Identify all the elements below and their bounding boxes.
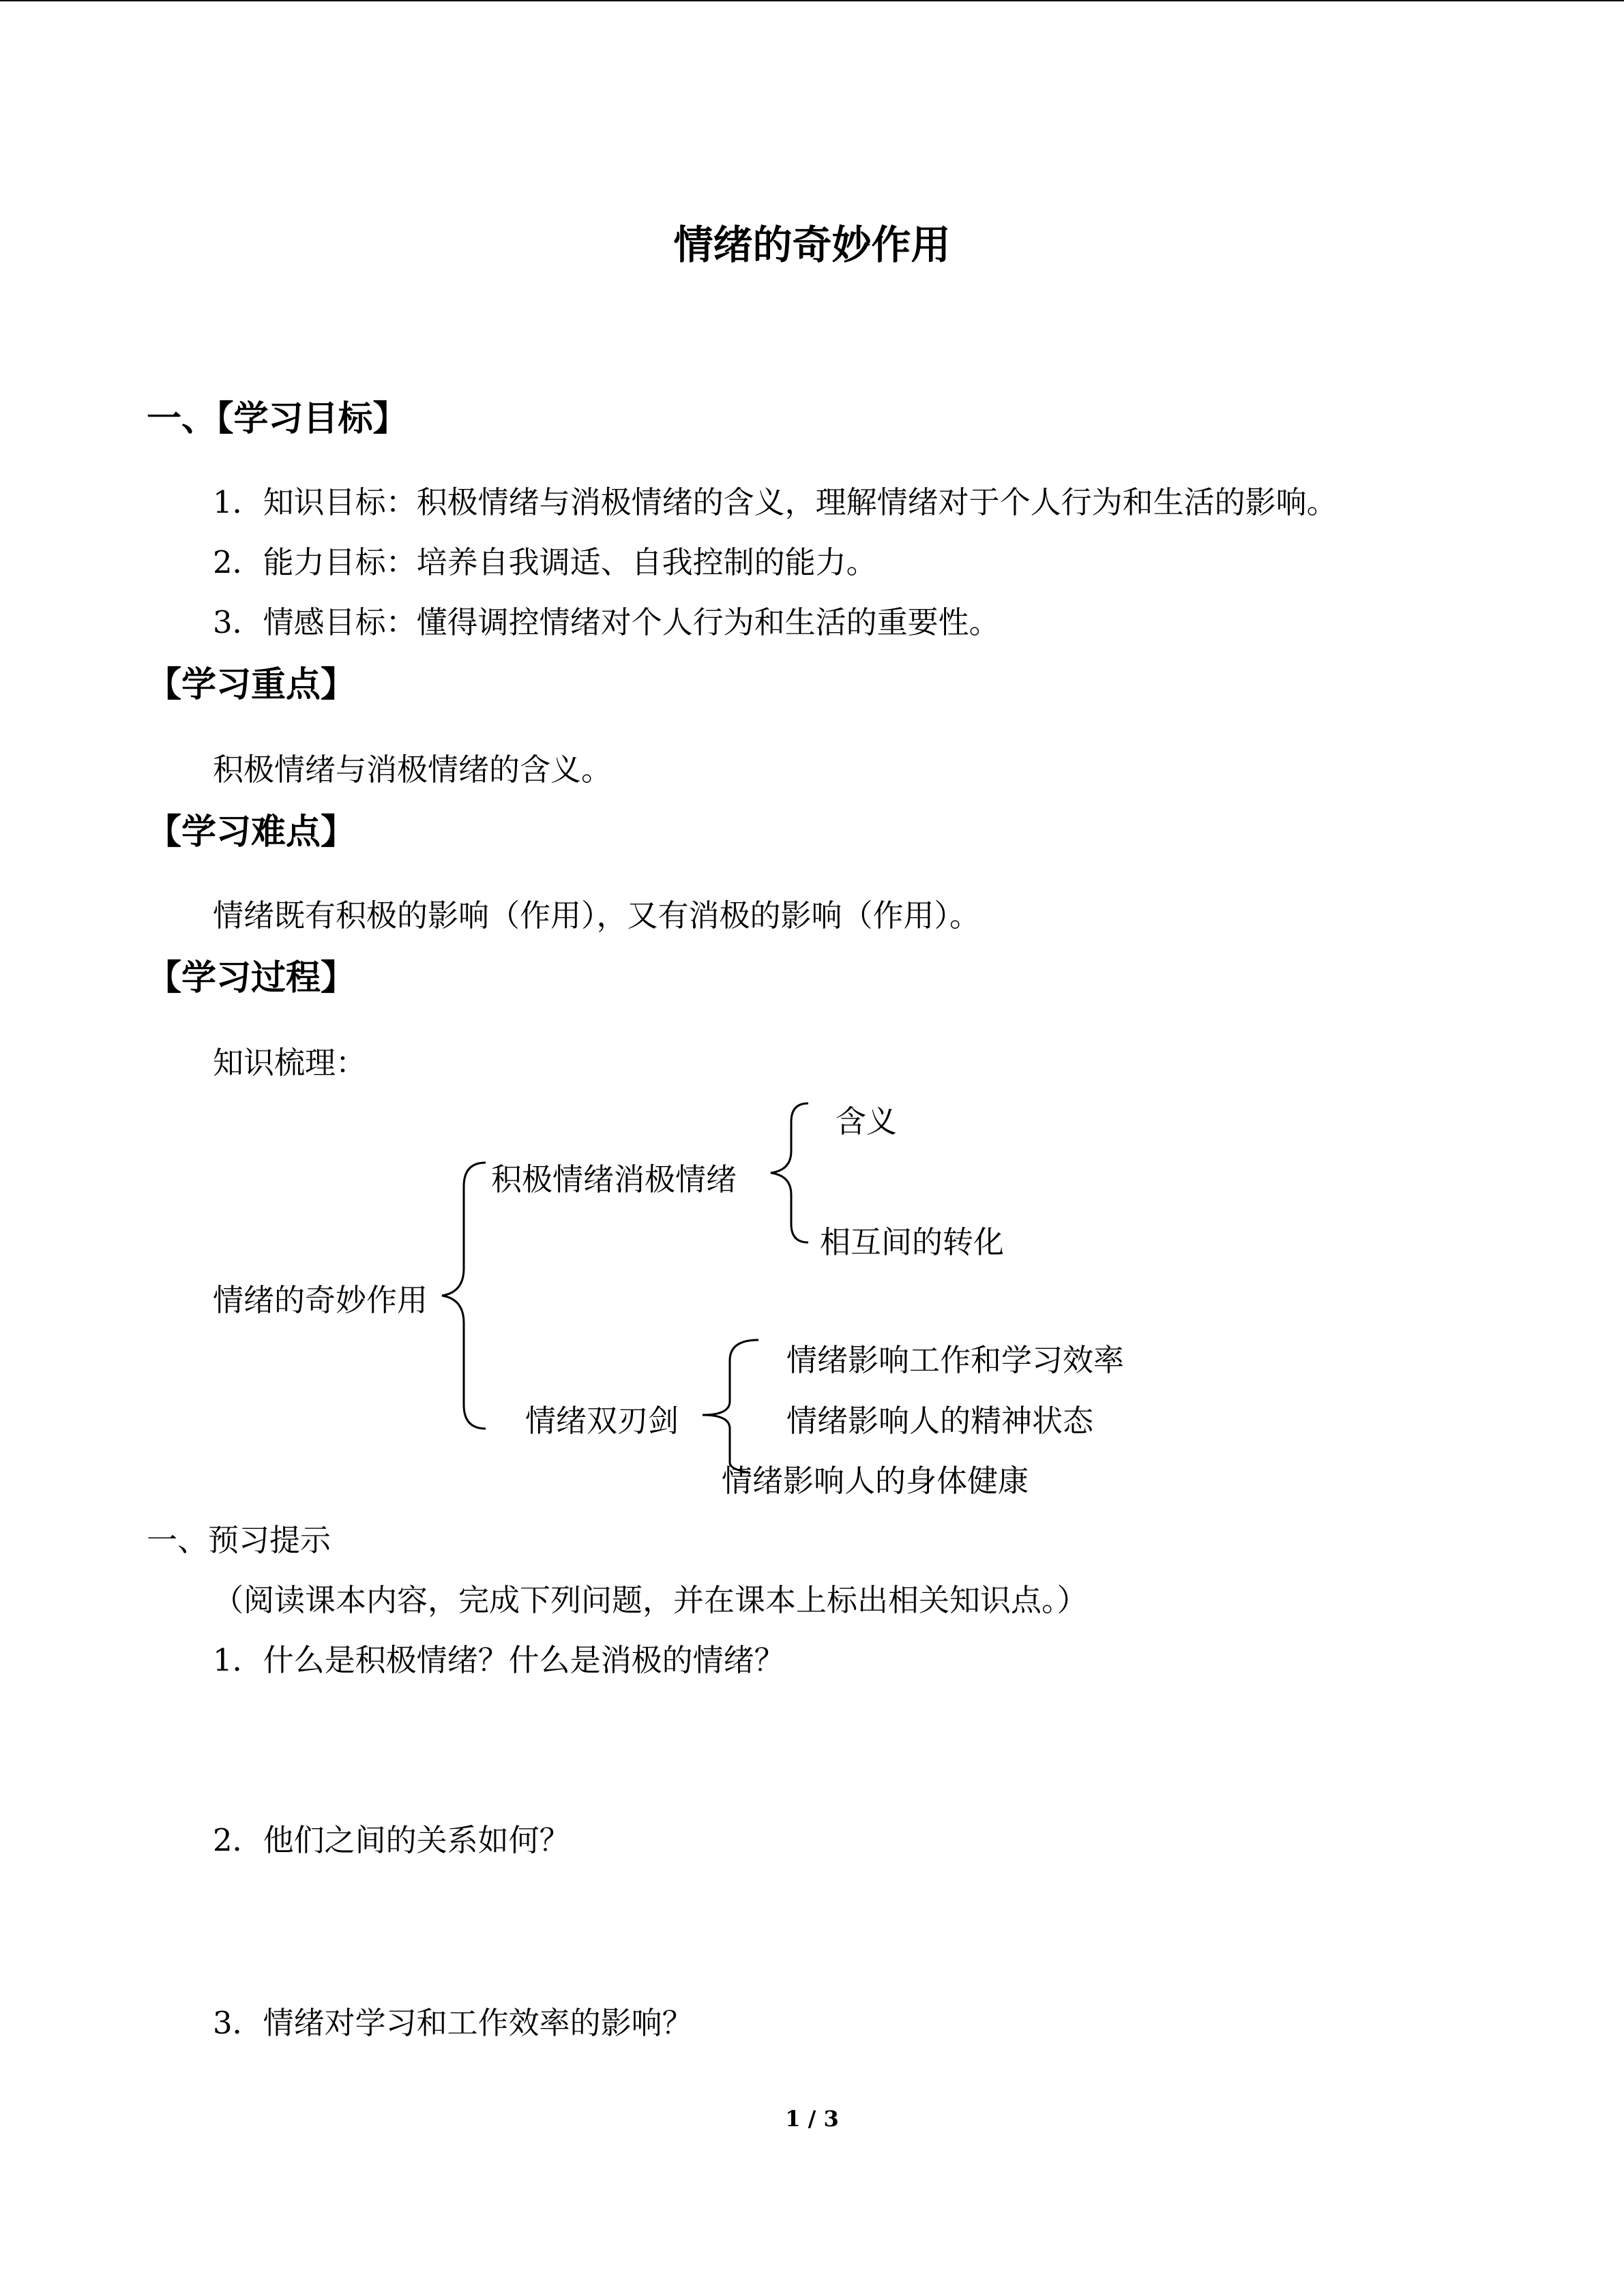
diagram-branch2-label: 情绪双刃剑 bbox=[525, 1403, 679, 1439]
goals-heading: 一、【学习目标】 bbox=[147, 398, 408, 439]
page-number: 1 / 3 bbox=[785, 2106, 839, 2132]
branch1-brace bbox=[771, 1103, 808, 1242]
goal-item-ability: 2．能力目标：培养自我调适、自我控制的能力。 bbox=[213, 544, 877, 580]
key-point-heading: 【学习重点】 bbox=[147, 664, 356, 705]
preview-note: （阅读课本内容，完成下列问题，并在课本上标出相关知识点。） bbox=[213, 1582, 1088, 1618]
preview-question-1: 1．什么是积极情绪？什么是消极的情绪？ bbox=[213, 1642, 785, 1678]
process-heading: 【学习过程】 bbox=[147, 957, 356, 998]
diagram-branch1-child-transform: 相互间的转化 bbox=[820, 1224, 1005, 1260]
diagram-branch2-child-health: 情绪影响人的身体健康 bbox=[722, 1463, 1029, 1499]
goal-item-knowledge: 1．知识目标：积极情绪与消极情绪的含义，理解情绪对于个人行为和生活的影响。 bbox=[213, 484, 1338, 520]
preview-heading: 一、预习提示 bbox=[147, 1522, 331, 1558]
diagram-branch2-child-spirit: 情绪影响人的精神状态 bbox=[786, 1403, 1094, 1439]
root-brace bbox=[442, 1163, 486, 1429]
diagram-branch1-child-meaning: 含义 bbox=[836, 1103, 898, 1139]
branch2-brace bbox=[703, 1340, 758, 1473]
goal-item-emotion: 3．情感目标：懂得调控情绪对个人行为和生活的重要性。 bbox=[213, 604, 1000, 640]
page-title: 情绪的奇妙作用 bbox=[673, 222, 951, 268]
difficulty-heading: 【学习难点】 bbox=[147, 811, 356, 852]
key-point-text: 积极情绪与消极情绪的含义。 bbox=[213, 751, 612, 788]
preview-question-2: 2．他们之间的关系如何？ bbox=[213, 1822, 570, 1858]
preview-question-3: 3．情绪对学习和工作效率的影响？ bbox=[213, 2005, 693, 2041]
process-intro: 知识梳理： bbox=[213, 1045, 367, 1081]
diagram-branch2-child-efficiency: 情绪影响工作和学习效率 bbox=[786, 1342, 1125, 1378]
difficulty-text: 情绪既有积极的影响（作用），又有消极的影响（作用）。 bbox=[213, 897, 981, 934]
diagram-branch1-label: 积极情绪消极情绪 bbox=[491, 1161, 737, 1197]
diagram-root-label: 情绪的奇妙作用 bbox=[213, 1282, 428, 1318]
